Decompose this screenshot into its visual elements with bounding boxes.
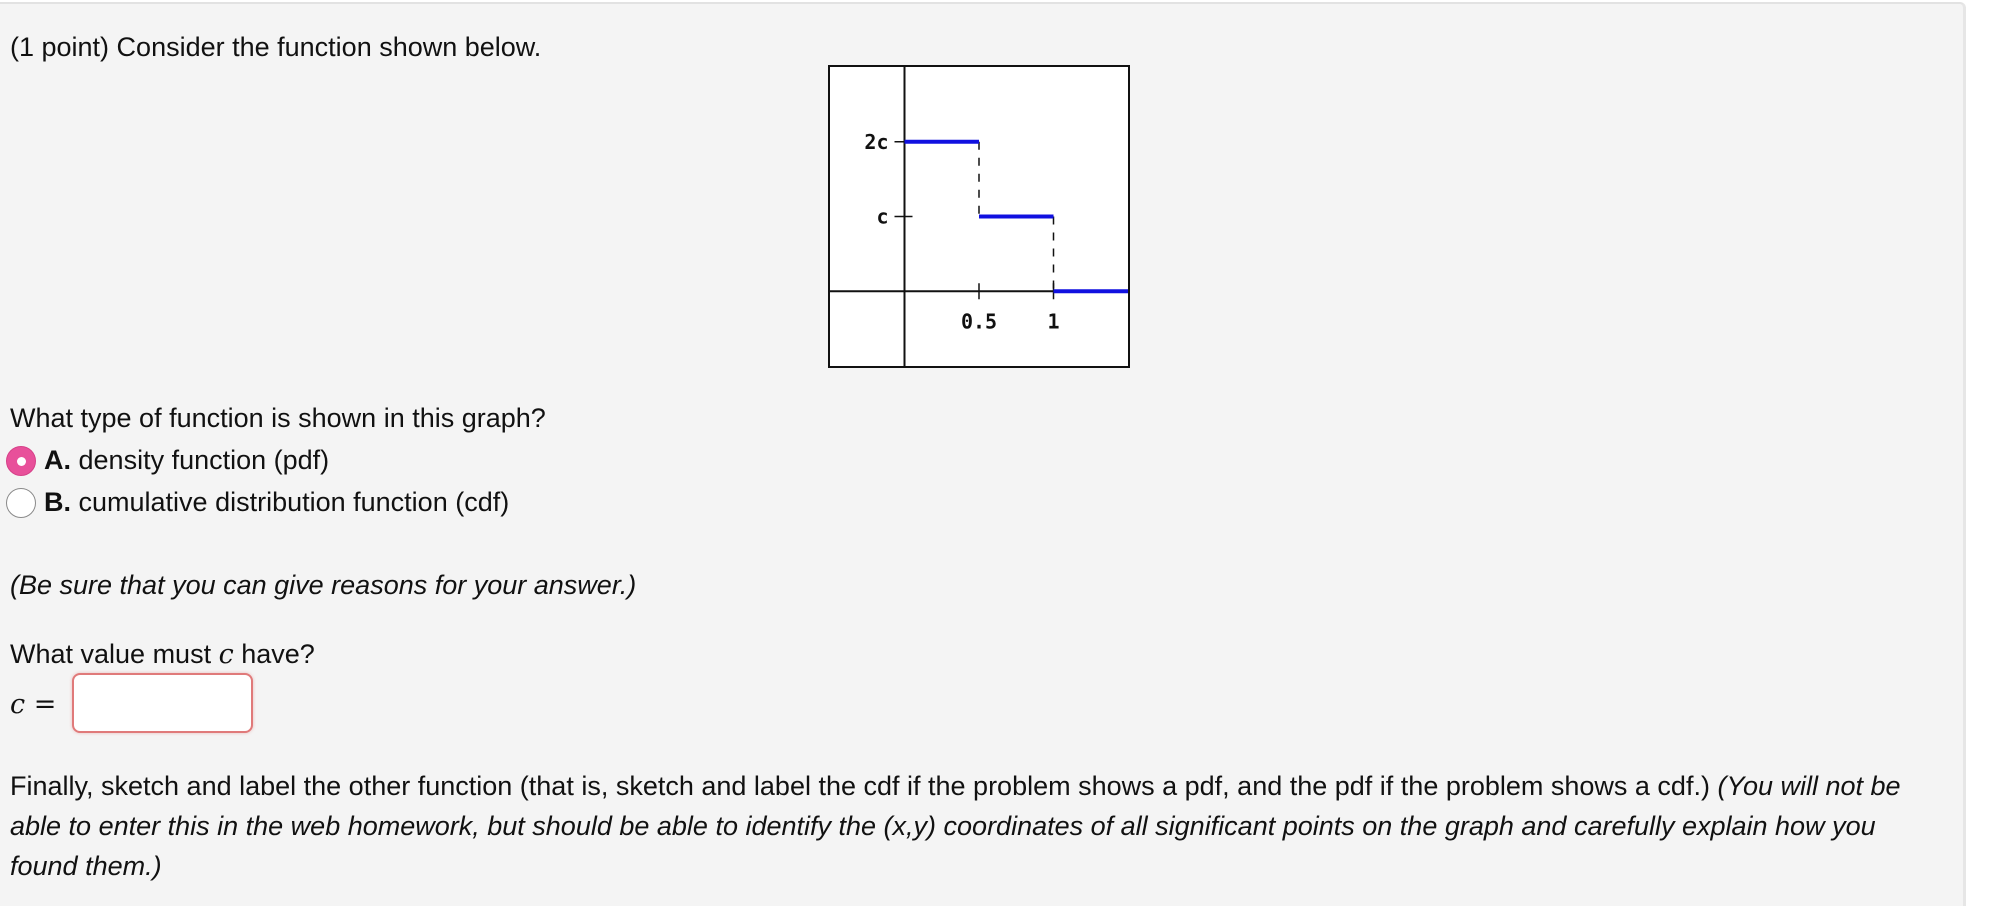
radio-option-b[interactable] xyxy=(6,488,36,518)
radio-option-a[interactable] xyxy=(6,446,36,476)
option-b-text: cumulative distribution function (cdf) xyxy=(78,487,510,517)
y-tick-label: 2c xyxy=(864,129,889,154)
problem-panel xyxy=(0,2,1966,906)
option-a-letter: A. xyxy=(44,445,71,475)
question-value-var: c xyxy=(218,639,234,670)
question-type: What type of function is shown in this graph? xyxy=(10,403,546,433)
answer-label-var: c xyxy=(10,689,26,720)
option-a-text: density function (pdf) xyxy=(78,445,330,475)
c-answer-input[interactable] xyxy=(72,673,253,733)
option-b-label[interactable] xyxy=(44,482,509,522)
x-tick-label: 1 xyxy=(1047,309,1060,334)
option-b-letter: B. xyxy=(44,487,71,517)
option-a-label[interactable] xyxy=(44,440,329,480)
question-value-suffix: have? xyxy=(233,639,315,669)
question-value xyxy=(10,634,315,675)
reason-note: (Be sure that you can give reasons for your answer.) xyxy=(10,570,637,600)
final-italic-note: (You will not be able to enter this in the web homework, but should be able to identify the (x,y) coordinates of all significant points on the graph and carefully explain how you found them.) xyxy=(10,771,1901,881)
problem-intro: (1 point) Consider the function shown below. xyxy=(10,32,542,62)
function-graph xyxy=(828,65,1130,368)
graph-canvas xyxy=(830,67,1128,366)
question-value-prefix: What value must xyxy=(10,639,219,669)
y-tick-label: c xyxy=(876,204,889,229)
final-instructions xyxy=(10,766,1950,886)
answer-label-eq: = xyxy=(25,689,57,720)
final-text: Finally, sketch and label the other function (that is, sketch and label the cdf if the problem shows a pdf, and the pdf if the problem shows a cdf.) xyxy=(10,771,1710,801)
x-tick-label: 0.5 xyxy=(960,309,998,334)
answer-label xyxy=(10,684,56,725)
